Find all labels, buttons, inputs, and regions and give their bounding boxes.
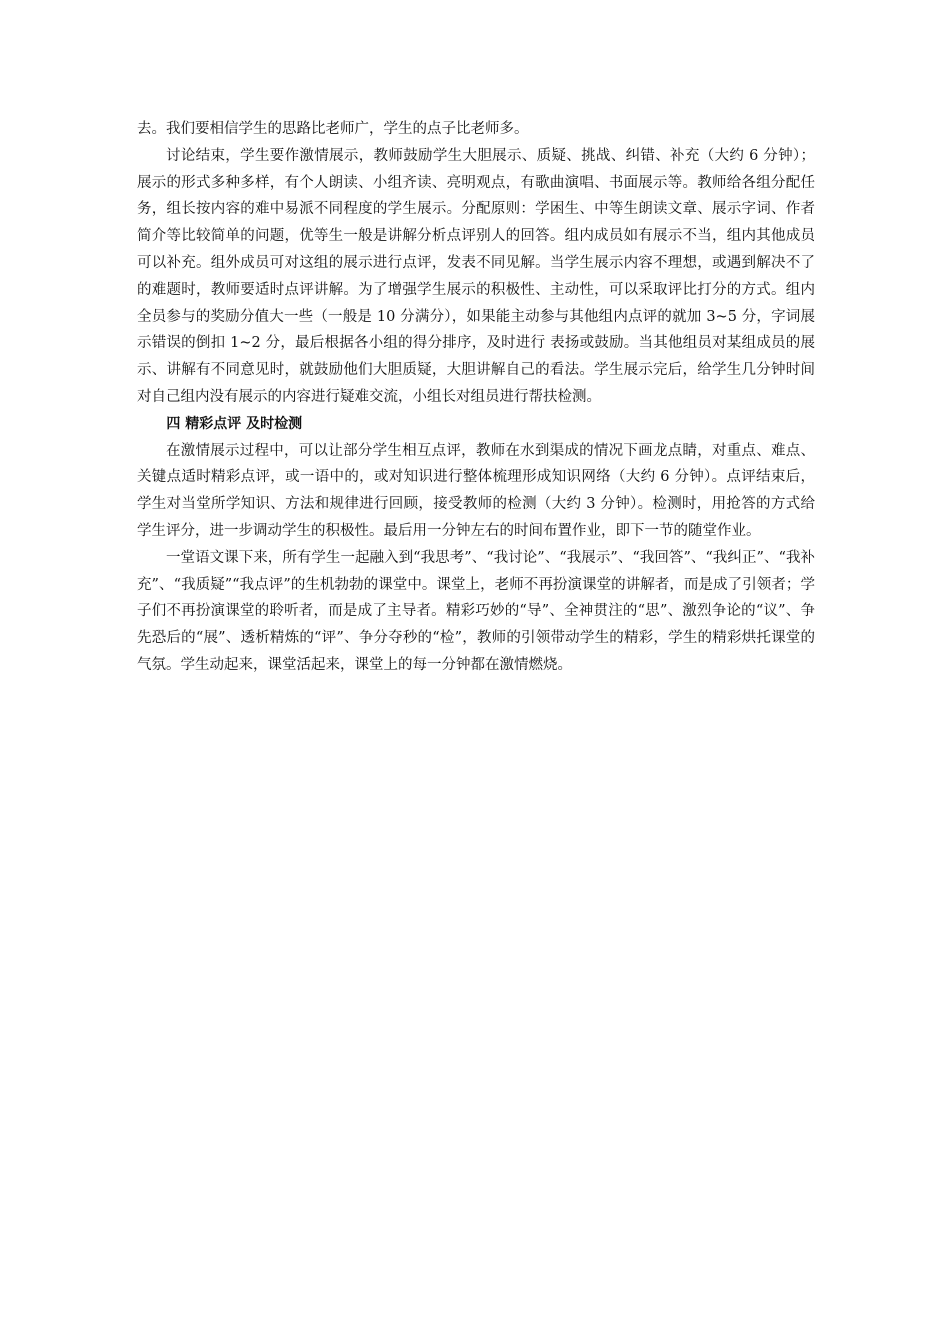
paragraph-review-test: 在激情展示过程中，可以让部分学生相互点评，教师在水到渠成的情况下画龙点睛，对重点、难点、关键点适时精彩点评，或一语中的，或对知识进行整体梳理形成知识网络（大约 6 分钟）。点评结束后，学生对当堂所学知识、方法和规律进行回顾，接受教师的检测（大约 3 分钟）。检测时，用抢答的方式给学生评分，进一步调动学生的积极性。最后用一分钟左右的时间布置作业，即下一节的随堂作业。 [137,442,815,539]
paragraph-discussion-display: 讨论结束，学生要作激情展示，教师鼓励学生大胆展示、质疑、挑战、纠错、补充（大约 6 分钟）；展示的形式多种多样，有个人朗读、小组齐读、亮明观点，有歌曲演唱、书面展示等。教师给各组分配任务，组长按内容的难中易派不同程度的学生展示。分配原则：学困生、中等生朗读文章、展示字词、作者简介等比较简单的问题，优等生一般是讲解分析点评别人的回答。组内成员如有展示不当，组内其他成员可以补充。组外成员可对这组的展示进行点评，发表不同见解。当学生展示内容不理想，或遇到解决不了的难题时，教师要适时点评讲解。为了增强学生展示的积极性、主动性，可以采取评比打分的方式。组内全员参与的奖励分值大一些（一般是 10 分满分），如果能主动参与其他组内点评的就加 3~5 分，字词展示错误的倒扣 1~2 分，最后根据各小组的得分排序，及时进行 表扬或鼓励。当其他组员对某组成员的展示、讲解有不同意见时，就鼓励他们大胆质疑，大胆讲解自己的看法。学生展示完后，给学生几分钟时间对自己组内没有展示的内容进行疑难交流，小组长对组员进行帮扶检测。 [137,147,815,405]
document-body [137,116,815,679]
paragraph-continuation: 去。我们要相信学生的思路比老师广，学生的点子比老师多。 [137,121,529,137]
paragraph-conclusion: 一堂语文课下来，所有学生一起融入到“我思考”、“我讨论”、“我展示”、“我回答”、“我纠正”、“我补充”、“我质疑”“我点评”的生机勃勃的课堂中。课堂上，老师不再扮演课堂的讲解者，而是成了引领者；学子们不再扮演课堂的聆听者，而是成了主导者。精彩巧妙的“导”、全神贯注的“思”、激烈争论的“议”、争先恐后的“展”、透析精炼的“评”、争分夺秒的“检”，教师的引领带动学生的精彩，学生的精彩烘托课堂的气氛。学生动起来，课堂活起来，课堂上的每一分钟都在激情燃烧。 [137,549,815,673]
section-heading: 四 精彩点评 及时检测 [166,415,303,432]
